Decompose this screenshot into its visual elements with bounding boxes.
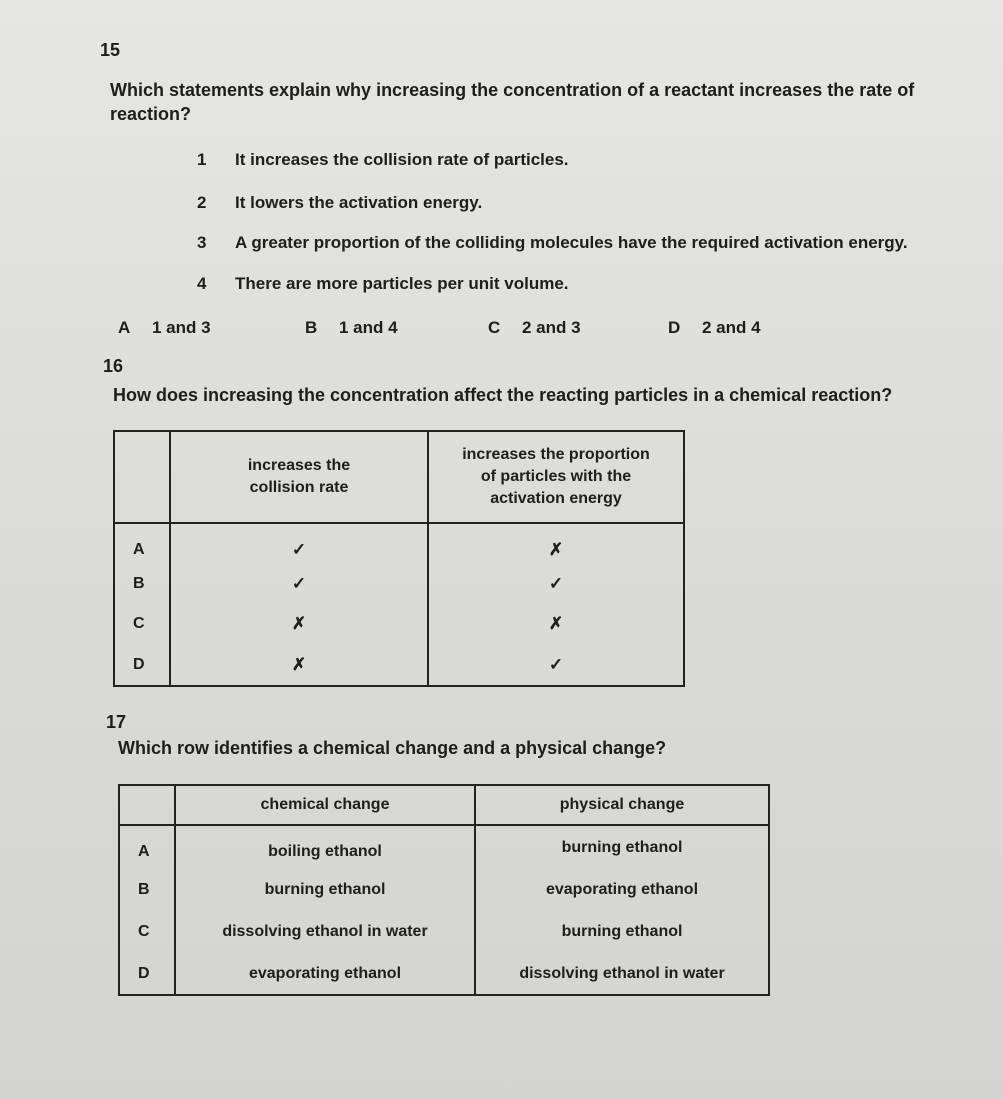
q15-option-c[interactable]: C 2 and 3 <box>488 318 581 337</box>
chemical-change-cell: boiling ethanol <box>175 825 475 869</box>
q16-header-row <box>114 431 684 523</box>
q17-row-c[interactable] <box>119 911 769 953</box>
q17-header-row <box>119 785 769 825</box>
chemical-change-cell: evaporating ethanol <box>175 953 475 995</box>
cross-mark: ✗ <box>170 644 428 686</box>
check-mark: ✓ <box>170 523 428 564</box>
row-letter: D <box>114 644 170 686</box>
row-letter: A <box>114 523 170 564</box>
physical-change-cell: burning ethanol <box>475 911 769 953</box>
chemical-change-cell: burning ethanol <box>175 869 475 911</box>
q17-question: Which row identifies a chemical change and a physical change? <box>118 738 667 758</box>
physical-change-cell: evaporating ethanol <box>475 869 769 911</box>
q15-statement-2: 2 It lowers the activation energy. <box>197 193 483 212</box>
q15-question <box>110 80 914 124</box>
q16-row-d[interactable] <box>114 644 684 686</box>
row-letter: D <box>119 953 175 995</box>
q17-number: 17 <box>106 712 127 732</box>
cross-mark: ✗ <box>428 604 684 644</box>
q17-row-a[interactable] <box>119 825 769 869</box>
check-mark: ✓ <box>428 644 684 686</box>
q16-row-a[interactable] <box>114 523 684 564</box>
q15-option-b[interactable]: B 1 and 4 <box>305 318 398 337</box>
q15-question-line1: Which statements explain why increasing the concentration of a reactant increases the rate of <box>110 80 915 100</box>
chemical-change-cell: dissolving ethanol in water <box>175 911 475 953</box>
q16-question: How does increasing the concentration affect the reacting particles in a chemical reaction? <box>113 385 893 405</box>
row-letter: C <box>114 604 170 644</box>
q17-header-col2: physical change <box>475 785 769 825</box>
q15-question-line2: reaction? <box>110 104 192 124</box>
q15-statement-3: 3 A greater proportion of the colliding molecules have the required activation energy. <box>197 233 908 252</box>
q17-row-b[interactable] <box>119 869 769 911</box>
q16-number: 16 <box>103 356 124 376</box>
row-letter: B <box>114 564 170 604</box>
cross-mark: ✗ <box>170 604 428 644</box>
check-mark: ✓ <box>428 564 684 604</box>
q17-row-d[interactable] <box>119 953 769 995</box>
q17-header-col1: chemical change <box>175 785 475 825</box>
q16-header-blank <box>114 431 170 523</box>
physical-change-cell: dissolving ethanol in water <box>475 953 769 995</box>
q16-table <box>113 430 685 687</box>
row-letter: B <box>119 869 175 911</box>
row-letter: C <box>119 911 175 953</box>
q16-row-c[interactable] <box>114 604 684 644</box>
q15-number: 15 <box>100 40 121 60</box>
q17-header-blank <box>119 785 175 825</box>
row-letter: A <box>119 825 175 869</box>
q16-row-b[interactable] <box>114 564 684 604</box>
q15-option-a[interactable]: A 1 and 3 <box>118 318 211 337</box>
q15-option-d[interactable]: D 2 and 4 <box>668 318 761 337</box>
cross-mark: ✗ <box>428 523 684 564</box>
check-mark: ✓ <box>170 564 428 604</box>
q15-statement-4: 4 There are more particles per unit volume. <box>197 274 569 293</box>
physical-change-cell: burning ethanol <box>475 825 769 869</box>
q15-statement-1: 1 It increases the collision rate of particles. <box>197 150 569 169</box>
q16-header-col1: increases the collision rate <box>170 431 428 523</box>
q17-table <box>118 784 770 996</box>
q16-header-col2: increases the proportion of particles with the activation energy <box>428 431 684 523</box>
